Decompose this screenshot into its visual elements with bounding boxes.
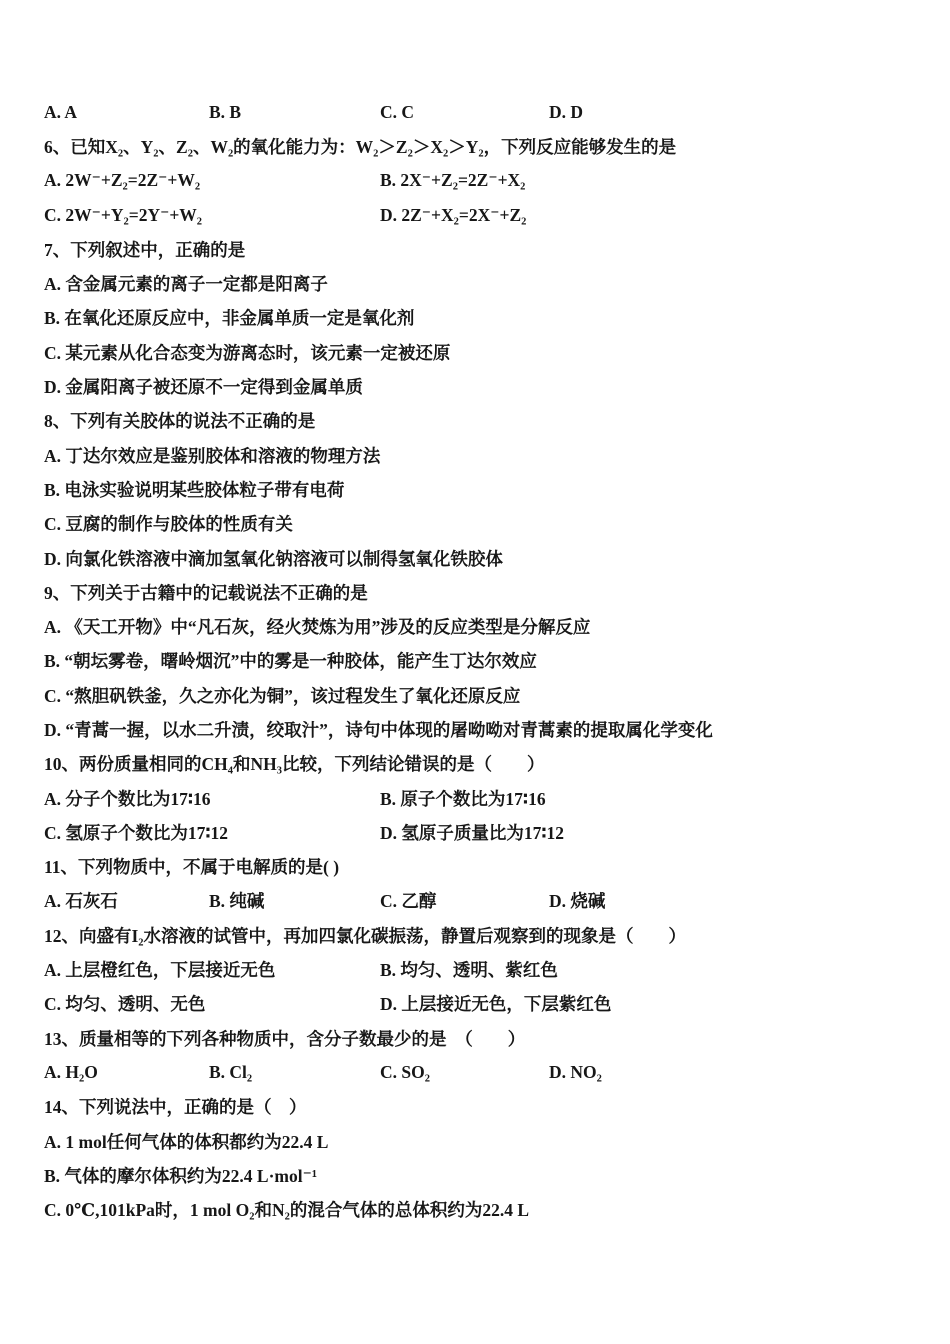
question-10-option-d: D. 氢原子质量比为17∶12 xyxy=(380,822,565,843)
question-12-stem: 12、向盛有I₂水溶液的试管中，再加四氯化碳振荡，静置后观察到的现象是（ ） xyxy=(44,925,687,946)
question-9-option-b: B. “朝坛雾卷，曙岭烟沉”中的雾是一种胶体，能产生丁达尔效应 xyxy=(44,651,537,672)
question-13-option-d: D. NO₂ xyxy=(549,1061,602,1082)
question-11-stem: 11、下列物质中，不属于电解质的是( ) xyxy=(44,857,340,878)
question-13-option-c: C. SO₂ xyxy=(380,1061,430,1082)
question-12-option-b: B. 均匀、透明、紫红色 xyxy=(380,960,558,981)
question-10-option-b: B. 原子个数比为17∶16 xyxy=(380,788,546,809)
question-12-option-a: A. 上层橙红色，下层接近无色 xyxy=(44,960,276,981)
question-9-stem: 9、下列关于古籍中的记载说法不正确的是 xyxy=(44,582,368,603)
question-10-options-row-2 xyxy=(44,815,930,849)
question-10-stem: 10、两份质量相同的CH₄和NH₃比较，下列结论错误的是（ ） xyxy=(44,754,545,775)
question-6-stem: 6、已知X₂、Y₂、Z₂、W₂的氧化能力为：W₂＞Z₂＞X₂＞Y₂，下列反应能够发生的是 xyxy=(44,136,677,157)
question-10-option-a: A. 分子个数比为17∶16 xyxy=(44,788,211,809)
question-13-stem: 13、质量相等的下列各种物质中，含分子数最少的是 （ ） xyxy=(44,1028,526,1049)
question-14 xyxy=(44,1090,930,1227)
question-7 xyxy=(44,232,930,403)
question-12-option-c: C. 均匀、透明、无色 xyxy=(44,994,206,1015)
question-14-option-c: C. 0℃,101kPa时，1 mol O₂和N₂的混合气体的总体积约为22.4 L xyxy=(44,1200,530,1221)
question-11-option-a: A. 石灰石 xyxy=(44,891,118,912)
question-8-option-a: A. 丁达尔效应是鉴别胶体和溶液的物理方法 xyxy=(44,445,381,466)
question-10 xyxy=(44,747,930,850)
question-10-option-c: C. 氢原子个数比为17∶12 xyxy=(44,822,229,843)
question-13-option-b: B. Cl₂ xyxy=(209,1061,253,1082)
question-5-option-b: B. B xyxy=(209,101,242,122)
question-5-option-d: D. D xyxy=(549,101,584,122)
question-11-options-row xyxy=(44,884,930,918)
question-14-stem: 14、下列说法中，正确的是（ ） xyxy=(44,1097,307,1118)
question-6-option-d: D. 2Z⁻+X₂=2X⁻+Z₂ xyxy=(380,204,527,225)
question-5-option-a: A. A xyxy=(44,101,78,122)
question-8-option-c: C. 豆腐的制作与胶体的性质有关 xyxy=(44,514,293,535)
question-8 xyxy=(44,404,930,575)
question-12 xyxy=(44,918,930,1021)
question-7-option-a: A. 含金属元素的离子一定都是阳离子 xyxy=(44,274,328,295)
question-8-option-d: D. 向氯化铁溶液中滴加氢氧化钠溶液可以制得氢氧化铁胶体 xyxy=(44,548,503,569)
question-11-option-c: C. 乙醇 xyxy=(380,891,437,912)
question-10-options-row-1 xyxy=(44,781,930,815)
question-7-option-d: D. 金属阳离子被还原不一定得到金属单质 xyxy=(44,377,363,398)
question-14-option-b: B. 气体的摩尔体积约为22.4 L·mol⁻¹ xyxy=(44,1165,318,1186)
question-9-option-c: C. “熬胆矾铁釜，久之亦化为铜”，该过程发生了氧化还原反应 xyxy=(44,685,521,706)
question-11 xyxy=(44,850,930,919)
question-13-options-row xyxy=(44,1055,930,1089)
question-7-option-c: C. 某元素从化合态变为游离态时，该元素一定被还原 xyxy=(44,342,451,363)
question-8-stem: 8、下列有关胶体的说法不正确的是 xyxy=(44,411,316,432)
question-14-option-a: A. 1 mol任何气体的体积都约为22.4 L xyxy=(44,1131,329,1152)
question-9 xyxy=(44,575,930,746)
question-6 xyxy=(44,129,930,232)
question-5-option-c: C. C xyxy=(380,101,415,122)
question-5-options-row xyxy=(44,95,930,129)
question-11-option-d: D. 烧碱 xyxy=(549,891,606,912)
question-6-options-row-2 xyxy=(44,198,930,232)
question-7-stem: 7、下列叙述中，正确的是 xyxy=(44,239,246,260)
question-13-option-a: A. H₂O xyxy=(44,1061,98,1082)
question-7-option-b: B. 在氧化还原反应中，非金属单质一定是氧化剂 xyxy=(44,308,415,329)
question-9-option-d: D. “青蒿一握，以水二升渍，绞取汁”，诗句中体现的屠呦呦对青蒿素的提取属化学变化 xyxy=(44,719,713,740)
question-12-options-row-2 xyxy=(44,987,930,1021)
question-6-option-b: B. 2X⁻+Z₂=2Z⁻+X₂ xyxy=(380,170,526,191)
question-6-option-c: C. 2W⁻+Y₂=2Y⁻+W₂ xyxy=(44,204,203,225)
question-12-option-d: D. 上层接近无色，下层紫红色 xyxy=(380,994,612,1015)
question-9-option-a: A. 《天工开物》中“凡石灰，经火焚炼为用”涉及的反应类型是分解反应 xyxy=(44,617,591,638)
question-11-option-b: B. 纯碱 xyxy=(209,891,265,912)
question-13 xyxy=(44,1021,930,1090)
question-12-options-row-1 xyxy=(44,952,930,986)
question-8-option-b: B. 电泳实验说明某些胶体粒子带有电荷 xyxy=(44,479,345,500)
question-6-options-row-1 xyxy=(44,164,930,198)
question-6-option-a: A. 2W⁻+Z₂=2Z⁻+W₂ xyxy=(44,170,201,191)
